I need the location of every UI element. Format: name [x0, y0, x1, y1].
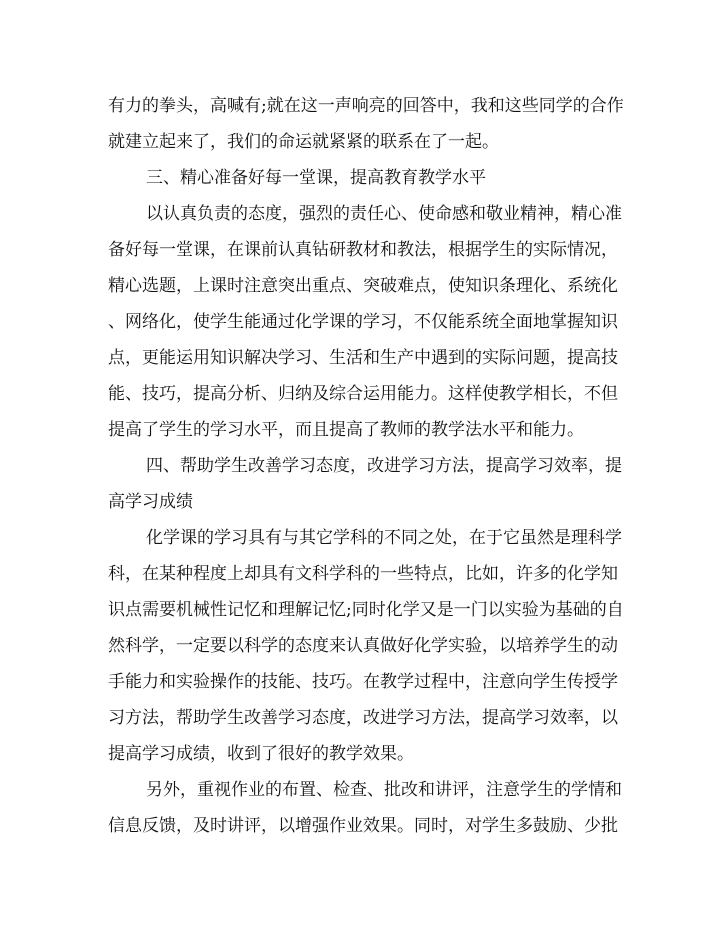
section-heading-continued: 高学习成绩	[108, 492, 193, 512]
section-heading: 四、帮助学生改善学习态度，改进学习方法，提高学习效率，提	[146, 456, 622, 476]
text-line: 以认真负责的态度，强烈的责任心、使命感和敬业精神，精心准	[146, 204, 622, 224]
text-line: 手能力和实验操作的技能、技巧。在教学过程中，注意向学生传授学	[108, 672, 618, 692]
text-line: 、网络化，使学生能通过化学课的学习，不仅能系统全面地掌握知识	[108, 312, 618, 332]
text-line: 点，更能运用知识解决学习、生活和生产中遇到的实际问题，提高技	[108, 348, 618, 368]
section-heading: 三、精心准备好每一堂课，提高教育教学水平	[146, 168, 486, 188]
text-line: 另外，重视作业的布置、检查、批改和讲评，注意学生的学情和	[146, 780, 622, 800]
document-body	[108, 88, 624, 844]
text-line: 科，在某种程度上却具有文科学科的一些特点，比如，许多的化学知	[108, 564, 618, 584]
text-line: 备好每一堂课，在课前认真钻研教材和教法，根据学生的实际情况，	[108, 240, 618, 260]
text-line: 习方法，帮助学生改善学习态度，改进学习方法，提高学习效率，以	[108, 708, 618, 728]
text-line: 化学课的学习具有与其它学科的不同之处，在于它虽然是理科学	[146, 528, 622, 548]
text-line: 就建立起来了，我们的命运就紧紧的联系在了一起。	[108, 132, 499, 152]
text-line: 识点需要机械性记忆和理解记忆;同时化学又是一门以实验为基础的自	[108, 600, 624, 620]
text-line: 然科学，一定要以科学的态度来认真做好化学实验，以培养学生的动	[108, 636, 618, 656]
text-line: 能、技巧，提高分析、归纳及综合运用能力。这样使教学相长，不但	[108, 384, 618, 404]
text-line: 有力的拳头，高喊有;就在这一声响亮的回答中，我和这些同学的合作	[108, 96, 624, 116]
text-line: 提高了学生的学习水平，而且提高了教师的教学法水平和能力。	[108, 420, 584, 440]
text-line: 信息反馈，及时讲评，以增强作业效果。同时，对学生多鼓励、少批	[108, 816, 618, 836]
text-line: 精心选题，上课时注意突出重点、突破难点，使知识条理化、系统化	[108, 276, 618, 296]
text-line: 提高学习成绩，收到了很好的教学效果。	[108, 744, 414, 764]
